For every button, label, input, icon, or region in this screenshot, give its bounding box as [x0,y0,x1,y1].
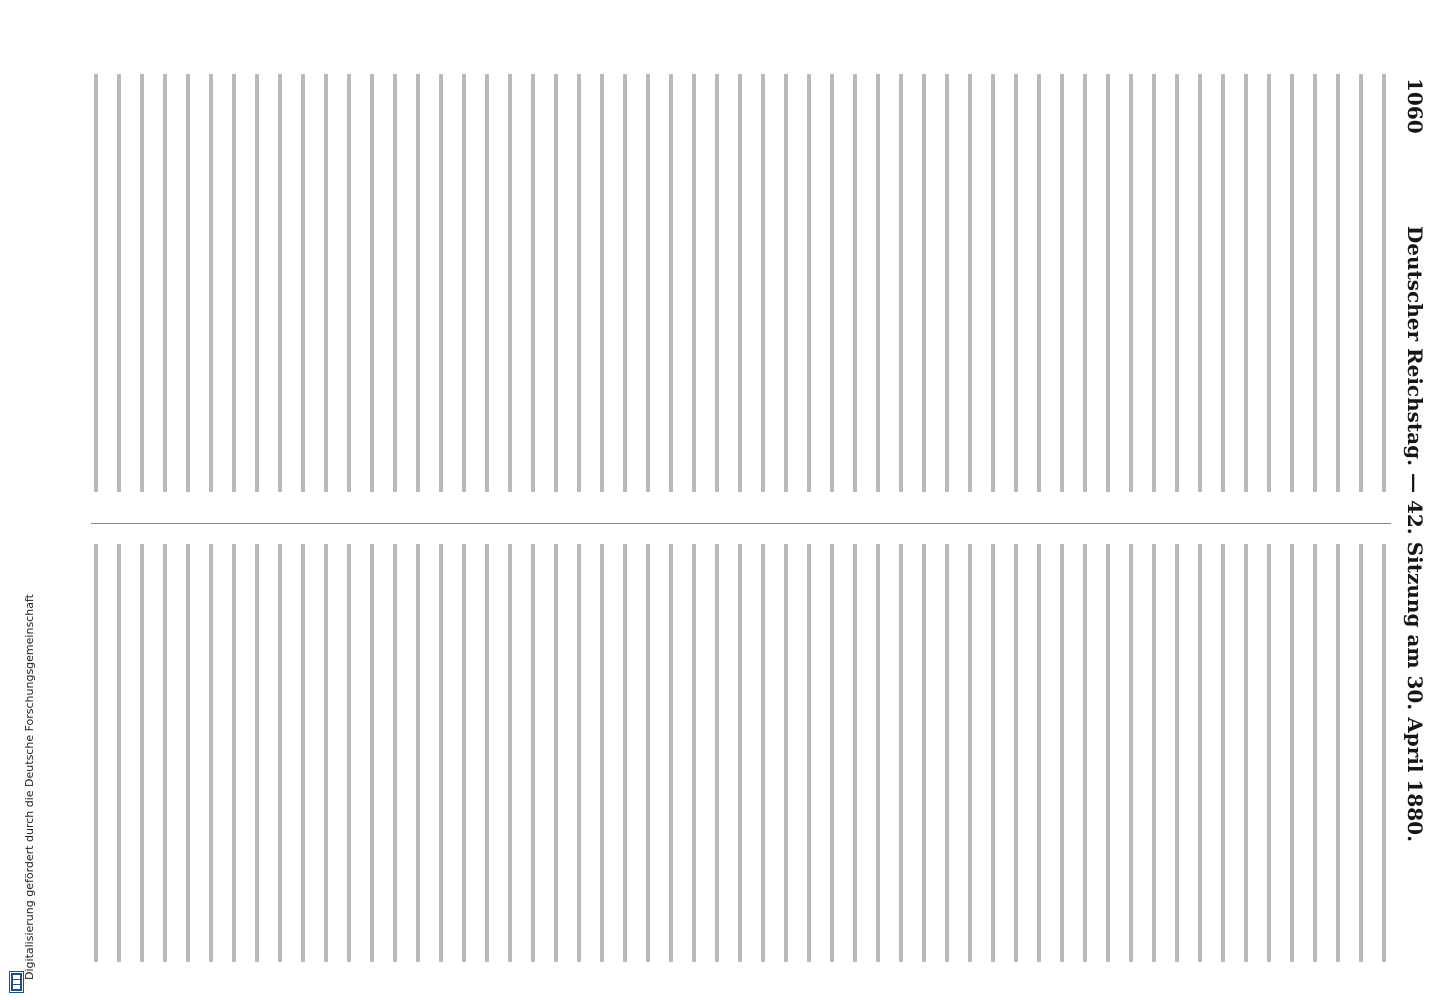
page-number: 1060 [1403,78,1427,134]
column-divider [91,523,1391,524]
text-column-right [91,544,1391,962]
dfg-logo-icon [9,971,24,993]
scan-credit [10,60,36,980]
scan-credit-text: Digitalisierung gefördert durch die Deutsche Forschungsgemeinschaft [23,594,36,980]
running-header: Deutscher Reichstag. — 42. Sitzung am 30. April 1880. [1403,225,1427,843]
text-column-left [91,74,1391,492]
page-header [1401,74,1427,994]
document-page [87,74,1427,994]
